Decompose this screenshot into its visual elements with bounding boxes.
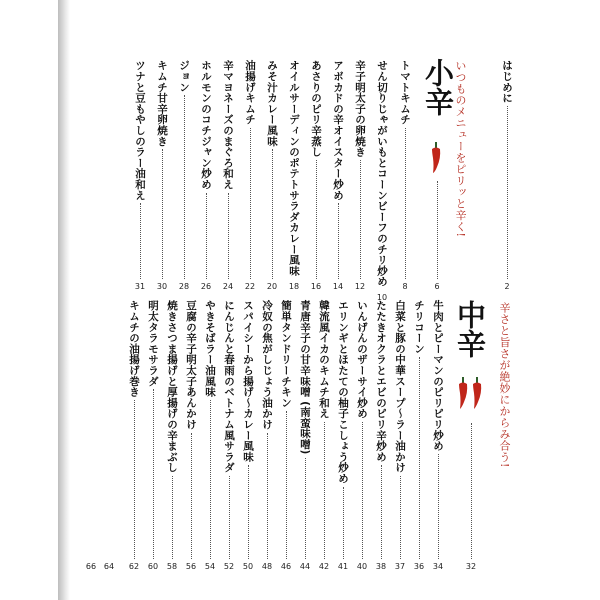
page-number: 31	[134, 282, 146, 291]
dot-leader	[272, 149, 273, 279]
toc-entry[interactable]	[241, 60, 259, 292]
toc-entry[interactable]	[220, 300, 238, 572]
page-number: 22	[244, 282, 256, 291]
dot-leader	[437, 181, 438, 279]
entry-title: 焼きさつま揚げと厚揚げの辛まぶし	[166, 300, 178, 473]
page-number: 30	[156, 282, 168, 291]
page-number: 8	[402, 282, 408, 291]
dot-leader	[210, 400, 211, 559]
dot-leader	[419, 357, 420, 559]
dot-leader	[134, 400, 135, 559]
entry-title: チリコーン	[413, 300, 425, 354]
toc-entry[interactable]	[410, 300, 428, 572]
dot-leader	[360, 160, 361, 279]
dot-leader	[172, 476, 173, 559]
toc-entry[interactable]	[307, 60, 325, 292]
page-number: 18	[288, 282, 300, 291]
page-number: 66	[85, 562, 97, 571]
page-number: 38	[375, 562, 387, 571]
toc-entry[interactable]	[353, 300, 371, 572]
chili-pepper-icon	[455, 375, 487, 411]
dot-leader	[405, 128, 406, 279]
entry-title: 白菜と豚の中華スープ〜ラー油かけ	[394, 300, 406, 473]
entry-title: トマトキムチ	[399, 60, 411, 125]
entry-title: アボカドの辛オイスター炒め	[332, 60, 344, 201]
page-number: 28	[178, 282, 190, 291]
entry-title: スパイシーから揚げ〜カレー風味	[242, 300, 254, 462]
section-tagline-medium: 辛さと旨さが絶妙にからみ合う!	[498, 302, 511, 468]
page-number: 26	[200, 282, 212, 291]
toc-entry[interactable]	[175, 60, 193, 292]
dot-leader	[381, 465, 382, 559]
page-number: 64	[103, 562, 115, 571]
entry-title: にんじんと春雨のベトナム風サラダ	[223, 300, 235, 473]
toc-entry[interactable]	[429, 300, 447, 572]
entry-title: 辛子明太子の卵焼き	[354, 60, 366, 158]
dot-leader	[248, 465, 249, 559]
entry-title: あさりのピリ辛蒸し	[310, 60, 322, 158]
entry-title: 冷奴の焦がしじょう油かけ	[261, 300, 273, 430]
page-number: 40	[356, 562, 368, 571]
dot-leader	[305, 458, 306, 559]
dot-leader	[184, 95, 185, 279]
entry-title: ホルモンのコチジャン炒め	[200, 60, 212, 190]
section-tagline-mild: いつものメニューをピリッと辛く!	[454, 60, 467, 238]
page-number: 46	[280, 562, 292, 571]
toc-entry[interactable]	[391, 300, 409, 572]
dot-leader	[362, 422, 363, 559]
entry-title: 油揚げキムチ	[244, 60, 256, 125]
toc-entry[interactable]	[329, 60, 347, 292]
toc-entry[interactable]	[219, 60, 237, 292]
entry-title: 簡単タンドリーチキン	[280, 300, 292, 408]
page-number: 48	[261, 562, 273, 571]
page-number: 41	[337, 562, 349, 571]
page-number: 2	[504, 282, 510, 291]
page-number: 16	[310, 282, 322, 291]
table-of-contents	[70, 20, 550, 585]
toc-entry[interactable]	[285, 60, 303, 292]
dot-leader	[471, 423, 472, 559]
entry-title: やきそばラー油風味	[204, 300, 216, 398]
dot-leader	[162, 149, 163, 279]
toc-entry[interactable]	[396, 60, 414, 292]
toc-entry-intro[interactable]	[498, 60, 516, 292]
dot-leader	[343, 487, 344, 559]
toc-entry[interactable]	[131, 60, 149, 292]
entry-title: エリンギとほたての柚子こしょう炒め	[337, 300, 349, 484]
page-number: 62	[128, 562, 140, 571]
page-number: 6	[434, 282, 440, 291]
entry-title: 韓流風イカのキムチ和え	[318, 300, 330, 419]
toc-entry[interactable]	[163, 300, 181, 572]
dot-leader	[324, 422, 325, 559]
entry-title: オイルサーディンのポテトサラダカレー風味	[288, 60, 300, 276]
section-heading-mild: 小辛	[421, 58, 455, 116]
entry-title: キムチ甘辛卵焼き	[156, 60, 168, 147]
toc-entry[interactable]	[144, 300, 162, 572]
entry-title: 豆腐の辛子明太子あんかけ	[185, 300, 197, 430]
page-number: 54	[204, 562, 216, 571]
entry-title: いんげんのザーサイ炒め	[356, 300, 368, 419]
page-number: 24	[222, 282, 234, 291]
page-number: 32	[465, 562, 477, 571]
entry-title: せん切りじゃがいもとコーンビーフのチリ炒め	[376, 60, 388, 287]
toc-entry[interactable]	[277, 300, 295, 572]
page-number: 58	[166, 562, 178, 571]
toc-entry[interactable]	[263, 60, 281, 292]
entry-title: 明太タラモサラダ	[147, 300, 159, 387]
page-number: 10	[376, 292, 388, 302]
toc-entry[interactable]	[182, 300, 200, 572]
page-number: 50	[242, 562, 254, 571]
dot-leader	[229, 476, 230, 559]
dot-leader	[140, 203, 141, 279]
toc-entry[interactable]	[153, 60, 171, 292]
page-number: 34	[432, 562, 444, 571]
entry-title: はじめに	[501, 60, 513, 104]
dot-leader	[250, 128, 251, 279]
entry-title: みそ汁カレー風味	[266, 60, 278, 147]
toc-entry[interactable]	[258, 300, 276, 572]
page-number: 36	[413, 562, 425, 571]
page-number: 60	[147, 562, 159, 571]
dot-leader	[507, 106, 508, 279]
toc-entry[interactable]	[372, 300, 390, 572]
section-heading-medium: 中辛	[453, 300, 487, 358]
toc-entry[interactable]	[315, 300, 333, 572]
toc-entry[interactable]	[351, 60, 369, 292]
dot-leader	[338, 203, 339, 279]
toc-entry[interactable]	[296, 300, 314, 572]
page-number: 12	[354, 282, 366, 291]
toc-entry[interactable]	[373, 60, 391, 302]
chili-pepper-icon	[427, 140, 445, 174]
dot-leader	[267, 433, 268, 559]
toc-entry[interactable]	[197, 60, 215, 292]
dot-leader	[316, 160, 317, 279]
page-number: 52	[223, 562, 235, 571]
dot-leader	[438, 454, 439, 559]
entry-title: キムチの油揚げ巻き	[128, 300, 140, 398]
toc-entry[interactable]	[125, 300, 143, 572]
toc-entry[interactable]	[201, 300, 219, 572]
entry-title: 辛マヨネーズのまぐろ和え	[222, 60, 234, 190]
page-number: 42	[318, 562, 330, 571]
dot-leader	[153, 389, 154, 559]
dot-leader	[191, 433, 192, 559]
dot-leader	[400, 476, 401, 559]
page-number: 20	[266, 282, 278, 291]
entry-title: 牛肉とピーマンのピリピリ炒め	[432, 300, 444, 452]
toc-entry[interactable]	[239, 300, 257, 572]
section-mild-page	[428, 178, 446, 292]
entry-title: たたきオクラとエビのピリ辛炒め	[375, 300, 387, 462]
entry-title: ツナと豆もやしのラー油和え	[134, 60, 146, 201]
page-number: 56	[185, 562, 197, 571]
section-medium-page	[462, 420, 480, 572]
dot-leader	[206, 193, 207, 279]
page-number: 44	[299, 562, 311, 571]
book-gutter-shadow	[58, 0, 70, 600]
page-number: 37	[394, 562, 406, 571]
entry-title: 青唐辛子の甘辛味噌 (南蛮味噌)	[299, 300, 311, 455]
dot-leader	[286, 411, 287, 559]
page-number: 14	[332, 282, 344, 291]
dot-leader	[228, 193, 229, 279]
toc-entry[interactable]	[334, 300, 352, 572]
entry-title: ジョン	[178, 60, 190, 93]
